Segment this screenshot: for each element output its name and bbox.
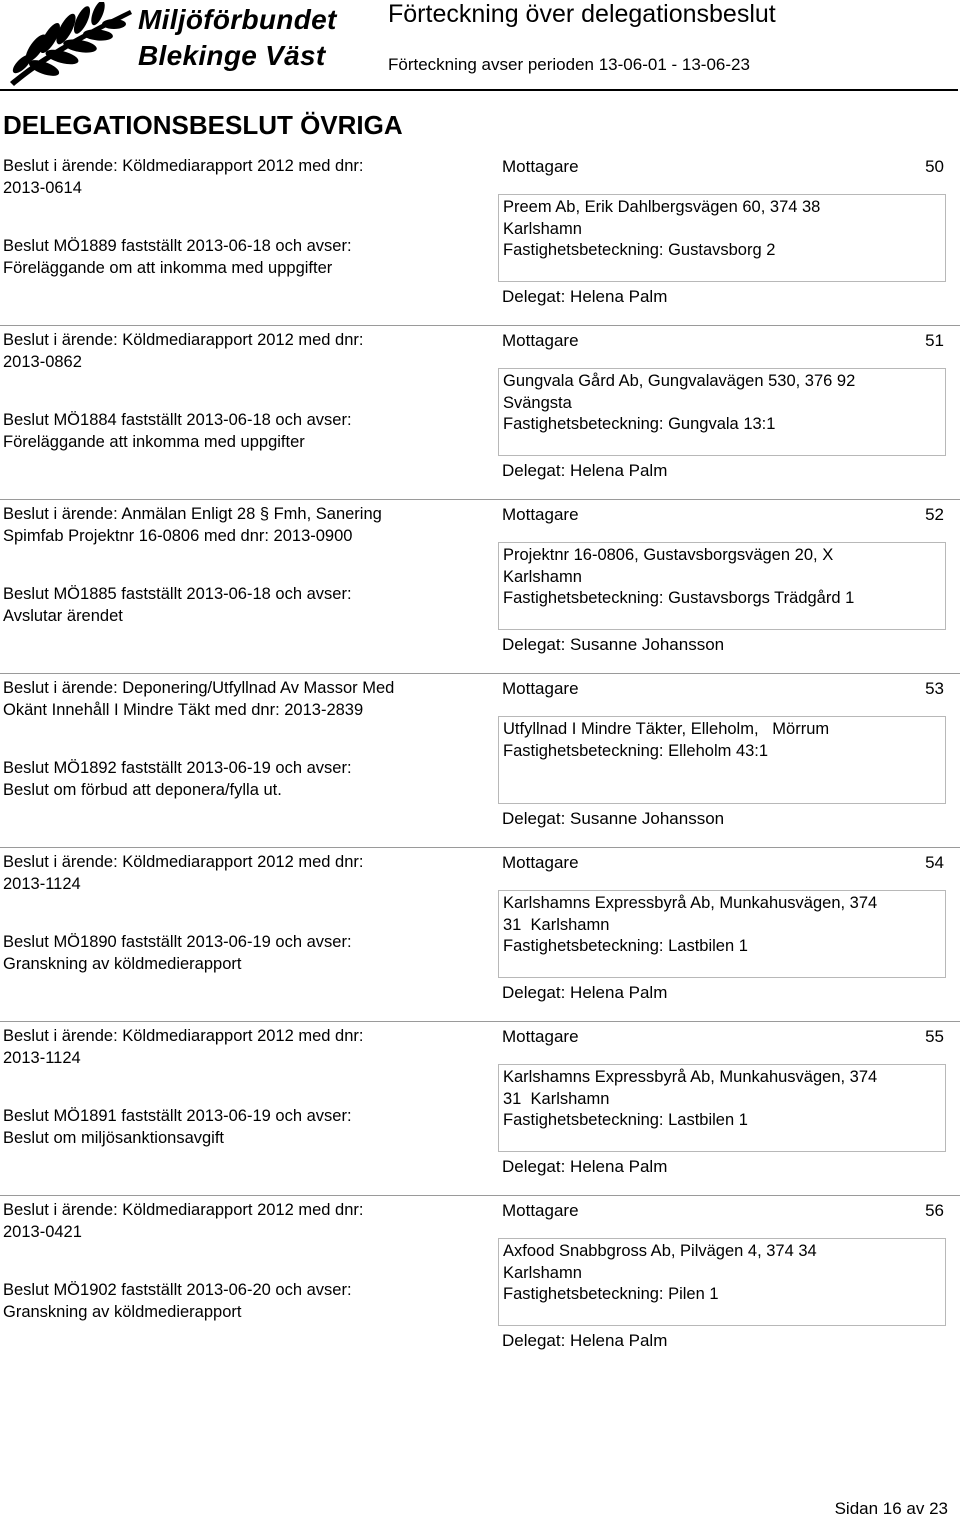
org-name-line1: Miljöförbundet — [138, 4, 337, 35]
case-line: Beslut i ärende: Deponering/Utfyllnad Av Massor Med — [3, 679, 395, 697]
decision-description — [3, 852, 473, 975]
decision-line: Granskning av köldmedierapport — [3, 954, 242, 973]
org-name-line2: Blekinge Väst — [138, 40, 326, 71]
decision-description — [3, 504, 473, 627]
case-line: Beslut i ärende: Köldmediarapport 2012 med dnr: — [3, 853, 364, 871]
recipient-line: Projektnr 16-0806, Gustavsborgsvägen 20, X — [503, 546, 834, 564]
delegate-name: Delegat: Helena Palm — [502, 1157, 668, 1176]
entry-number: 55 — [925, 1027, 944, 1046]
decision-entry — [0, 504, 960, 678]
recipient-line: Karlshamns Expressbyrå Ab, Munkahusvägen, 374 — [503, 894, 878, 912]
decision-line: Beslut MÖ1902 fastställt 2013-06-20 och avser: — [3, 1281, 352, 1299]
recipient-line: Gungvala Gård Ab, Gungvalavägen 530, 376 92 — [503, 372, 856, 390]
header-divider — [0, 89, 958, 91]
recipient-box — [498, 368, 946, 456]
decision-line: Beslut MÖ1890 fastställt 2013-06-19 och avser: — [3, 933, 352, 951]
spacer — [3, 1243, 473, 1280]
recipient-line: Karlshamns Expressbyrå Ab, Munkahusvägen, 374 — [503, 1068, 878, 1086]
spacer — [3, 721, 473, 758]
entry-divider — [0, 673, 960, 674]
recipient-box — [498, 1064, 946, 1152]
recipient-label: Mottagare — [502, 853, 579, 872]
recipient-line: Axfood Snabbgross Ab, Pilvägen 4, 374 34 — [503, 1242, 817, 1260]
decision-line: Beslut MÖ1884 fastställt 2013-06-18 och avser: — [3, 411, 352, 429]
recipient-line: Utfyllnad I Mindre Täkter, Elleholm, Mörrum — [503, 720, 830, 738]
case-line: 2013-1124 — [3, 874, 81, 893]
case-line: 2013-0421 — [3, 1222, 82, 1241]
recipient-line: Fastighetsbeteckning: Gustavsborgs Trädgård 1 — [503, 589, 855, 607]
decision-line: Beslut om miljösanktionsavgift — [3, 1128, 225, 1147]
spacer — [3, 1069, 473, 1106]
decision-entry — [0, 156, 960, 330]
entry-divider — [0, 1021, 960, 1022]
document-title: Förteckning över delegationsbeslut — [388, 0, 776, 28]
recipient-label: Mottagare — [502, 331, 579, 350]
decision-description — [3, 678, 473, 801]
case-line: 2013-0862 — [3, 352, 82, 371]
recipient-box — [498, 542, 946, 630]
decision-entry — [0, 678, 960, 852]
entry-number: 52 — [925, 505, 944, 524]
case-line: Beslut i ärende: Köldmediarapport 2012 med dnr: — [3, 1201, 364, 1219]
entry-number: 53 — [925, 679, 944, 698]
entry-divider — [0, 499, 960, 500]
recipient-label: Mottagare — [502, 505, 579, 524]
decision-description — [3, 156, 473, 279]
recipient-line: Fastighetsbeteckning: Elleholm 43:1 — [503, 741, 769, 760]
recipient-box — [498, 194, 946, 282]
recipient-box — [498, 890, 946, 978]
recipient-line: Fastighetsbeteckning: Lastbilen 1 — [503, 1111, 748, 1129]
spacer — [3, 373, 473, 410]
decision-line: Beslut MÖ1892 fastställt 2013-06-19 och avser: — [3, 759, 352, 777]
decision-line: Beslut MÖ1889 fastställt 2013-06-18 och avser: — [3, 237, 352, 255]
decision-entry — [0, 330, 960, 504]
delegate-name: Delegat: Susanne Johansson — [502, 635, 725, 654]
recipient-box — [498, 1238, 946, 1326]
decision-description — [3, 1026, 473, 1149]
decision-description — [3, 1200, 473, 1323]
decision-entry — [0, 1026, 960, 1200]
case-line: Beslut i ärende: Köldmediarapport 2012 med dnr: — [3, 157, 364, 175]
recipient-line: Karlshamn — [503, 1263, 582, 1282]
recipient-line: Fastighetsbeteckning: Pilen 1 — [503, 1285, 719, 1303]
entry-divider — [0, 847, 960, 848]
entry-number: 56 — [925, 1201, 944, 1220]
spacer — [3, 547, 473, 584]
recipient-label: Mottagare — [502, 679, 579, 698]
recipient-line: Fastighetsbeteckning: Lastbilen 1 — [503, 937, 748, 955]
case-line: Spimfab Projektnr 16-0806 med dnr: 2013-0900 — [3, 526, 353, 545]
recipient-line: Preem Ab, Erik Dahlbergsvägen 60, 374 38 — [503, 198, 821, 216]
entry-divider — [0, 325, 960, 326]
page-header — [0, 0, 960, 90]
recipient-line: Svängsta — [503, 393, 572, 412]
case-line: Beslut i ärende: Anmälan Enligt 28 § Fmh, Sanering — [3, 505, 382, 523]
delegate-name: Delegat: Helena Palm — [502, 287, 668, 306]
case-line: Beslut i ärende: Köldmediarapport 2012 med dnr: — [3, 331, 364, 349]
spacer — [3, 895, 473, 932]
decision-entry — [0, 852, 960, 1026]
decision-list — [0, 156, 960, 1374]
entry-number: 54 — [925, 853, 944, 872]
delegate-name: Delegat: Helena Palm — [502, 1331, 668, 1350]
delegate-name: Delegat: Susanne Johansson — [502, 809, 725, 828]
recipient-line: 31 Karlshamn — [503, 915, 610, 934]
case-line: 2013-1124 — [3, 1048, 81, 1067]
recipient-line: Karlshamn — [503, 219, 582, 238]
leaf-emblem-icon — [4, 2, 136, 86]
delegate-name: Delegat: Helena Palm — [502, 983, 668, 1002]
entry-divider — [0, 1195, 960, 1196]
case-line: Beslut i ärende: Köldmediarapport 2012 med dnr: — [3, 1027, 364, 1045]
decision-line: Föreläggande om att inkomma med uppgifter — [3, 258, 333, 277]
section-title: DELEGATIONSBESLUT ÖVRIGA — [3, 110, 403, 140]
page-number: Sidan 16 av 23 — [834, 1499, 948, 1518]
spacer — [3, 199, 473, 236]
entry-number: 50 — [925, 157, 944, 176]
case-line: 2013-0614 — [3, 178, 82, 197]
decision-line: Beslut MÖ1885 fastställt 2013-06-18 och avser: — [3, 585, 352, 603]
recipient-line: Karlshamn — [503, 567, 582, 586]
decision-line: Beslut MÖ1891 fastställt 2013-06-19 och avser: — [3, 1107, 352, 1125]
decision-line: Beslut om förbud att deponera/fylla ut. — [3, 780, 282, 799]
recipient-label: Mottagare — [502, 157, 579, 176]
case-line: Okänt Innehåll I Mindre Täkt med dnr: 2013-2839 — [3, 700, 364, 719]
document-period: Förteckning avser perioden 13-06-01 - 13-06-23 — [388, 55, 750, 74]
recipient-line: Fastighetsbeteckning: Gungvala 13:1 — [503, 415, 776, 433]
entry-number: 51 — [925, 331, 944, 350]
decision-line: Avslutar ärendet — [3, 606, 123, 625]
recipient-box — [498, 716, 946, 804]
recipient-line: Fastighetsbeteckning: Gustavsborg 2 — [503, 241, 776, 259]
decision-description — [3, 330, 473, 453]
recipient-label: Mottagare — [502, 1027, 579, 1046]
recipient-label: Mottagare — [502, 1201, 579, 1220]
decision-entry — [0, 1200, 960, 1374]
decision-line: Granskning av köldmedierapport — [3, 1302, 242, 1321]
decision-line: Föreläggande att inkomma med uppgifter — [3, 432, 305, 451]
delegate-name: Delegat: Helena Palm — [502, 461, 668, 480]
recipient-line: 31 Karlshamn — [503, 1089, 610, 1108]
